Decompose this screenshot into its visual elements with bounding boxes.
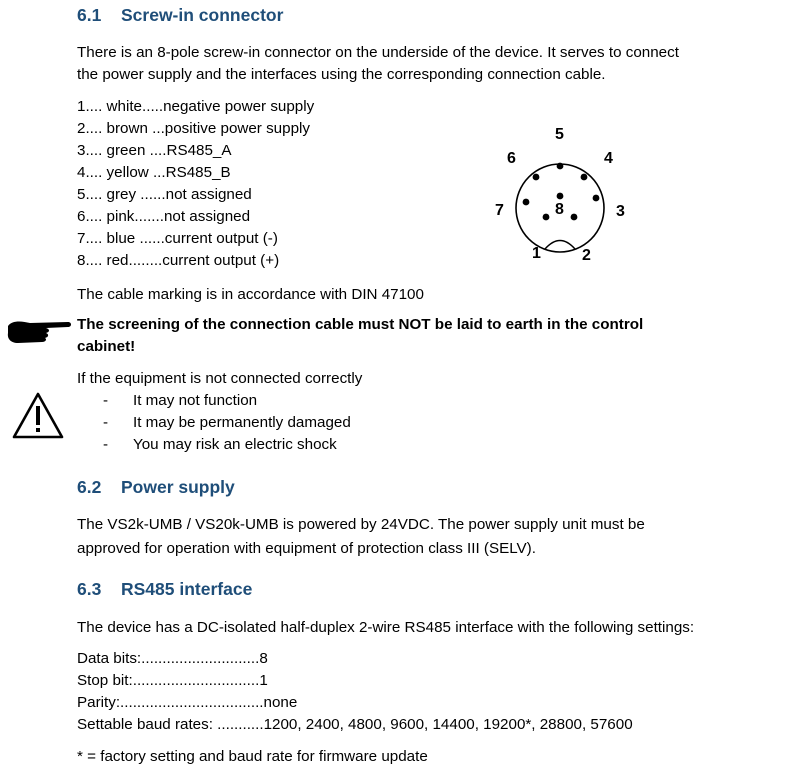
setting-row — [77, 714, 633, 736]
setting-value: 1 — [259, 672, 268, 689]
dash-bullet: - — [103, 436, 109, 453]
dash-bullet: - — [103, 392, 109, 409]
intro-line-1: There is an 8-pole screw-in connector on the underside of the device. It serves to connect — [77, 44, 679, 61]
pin-item: 7.... blue ......current output (-) — [77, 230, 278, 247]
pin-label-4: 4 — [604, 150, 613, 167]
setting-row — [77, 648, 633, 670]
screening-note-line-2: cabinet! — [77, 338, 136, 355]
footnote: * = factory setting and baud rate for firmware update — [77, 748, 428, 765]
section-number: 6.1 — [77, 5, 102, 25]
pin-dot — [543, 214, 550, 221]
pin-label-5: 5 — [555, 126, 564, 143]
pin-item: 5.... grey ......not assigned — [77, 186, 252, 203]
section-title: Power supply — [121, 477, 235, 497]
pin-label-2: 2 — [582, 247, 591, 264]
pin-dot — [533, 174, 540, 181]
setting-row — [77, 670, 633, 692]
power-supply-line-1: The VS2k-UMB / VS20k-UMB is powered by 24VDC. The power supply unit must be — [77, 516, 645, 533]
connector-pinout-diagram — [490, 118, 640, 268]
warning-item-text: It may be permanently damaged — [133, 414, 351, 431]
pin-item: 6.... pink.......not assigned — [77, 208, 251, 225]
cable-marking-note: The cable marking is in accordance with DIN 47100 — [77, 286, 424, 303]
screening-note-line-1: The screening of the connection cable must NOT be laid to earth in the control — [77, 316, 644, 333]
pointing-hand-icon — [6, 316, 72, 344]
pin-item: 3.... green ....RS485_A — [77, 142, 232, 159]
pin-label-8: 8 — [555, 201, 564, 218]
connector-key-notch — [545, 241, 575, 250]
pin-dot — [523, 199, 530, 206]
setting-label: Parity:.................................. — [77, 694, 264, 711]
pin-dot — [557, 193, 564, 200]
pin-item: 4.... yellow ...RS485_B — [77, 164, 231, 181]
section-title: RS485 interface — [121, 579, 253, 599]
pin-item: 8.... red........current output (+) — [77, 252, 280, 269]
setting-value: none — [263, 694, 298, 711]
rs485-settings — [77, 648, 633, 736]
section-heading-6-1 — [77, 5, 283, 26]
section-number: 6.3 — [77, 579, 102, 599]
setting-value: 1200, 2400, 4800, 9600, 14400, 19200*, 28800, 57600 — [263, 716, 633, 733]
warning-item-text: You may risk an electric shock — [133, 436, 337, 453]
setting-label: Stop bit:.............................. — [77, 672, 260, 689]
section-title: Screw-in connector — [121, 5, 284, 25]
warning-item — [103, 390, 351, 412]
warning-intro: If the equipment is not connected correctly — [77, 370, 363, 387]
intro-line-2: the power supply and the interfaces using the corresponding connection cable. — [77, 66, 606, 83]
pin-dot — [557, 163, 564, 170]
setting-label: Data bits:............................ — [77, 650, 260, 667]
setting-row — [77, 692, 633, 714]
warning-list — [103, 390, 351, 456]
warning-triangle-icon — [11, 391, 65, 441]
pin-dot — [593, 195, 600, 202]
pin-label-3: 3 — [616, 203, 625, 220]
section-heading-6-3 — [77, 579, 252, 600]
pin-dot — [581, 174, 588, 181]
setting-value: 8 — [259, 650, 268, 667]
warning-item — [103, 434, 351, 456]
power-supply-line-2: approved for operation with equipment of protection class III (SELV). — [77, 540, 536, 557]
section-heading-6-2 — [77, 477, 235, 498]
dash-bullet: - — [103, 414, 109, 431]
pin-label-6: 6 — [507, 150, 516, 167]
pin-assignment-list — [77, 96, 314, 272]
pin-label-1: 1 — [532, 245, 541, 262]
warning-item-text: It may not function — [133, 392, 258, 409]
section-number: 6.2 — [77, 477, 102, 497]
rs485-intro: The device has a DC-isolated half-duplex 2-wire RS485 interface with the following settings: — [77, 619, 695, 636]
pin-item: 2.... brown ...positive power supply — [77, 120, 310, 137]
pin-item: 1.... white.....negative power supply — [77, 98, 315, 115]
warning-item — [103, 412, 351, 434]
pin-label-7: 7 — [495, 202, 504, 219]
setting-label: Settable baud rates: ........... — [77, 716, 264, 733]
pin-dot — [571, 214, 578, 221]
